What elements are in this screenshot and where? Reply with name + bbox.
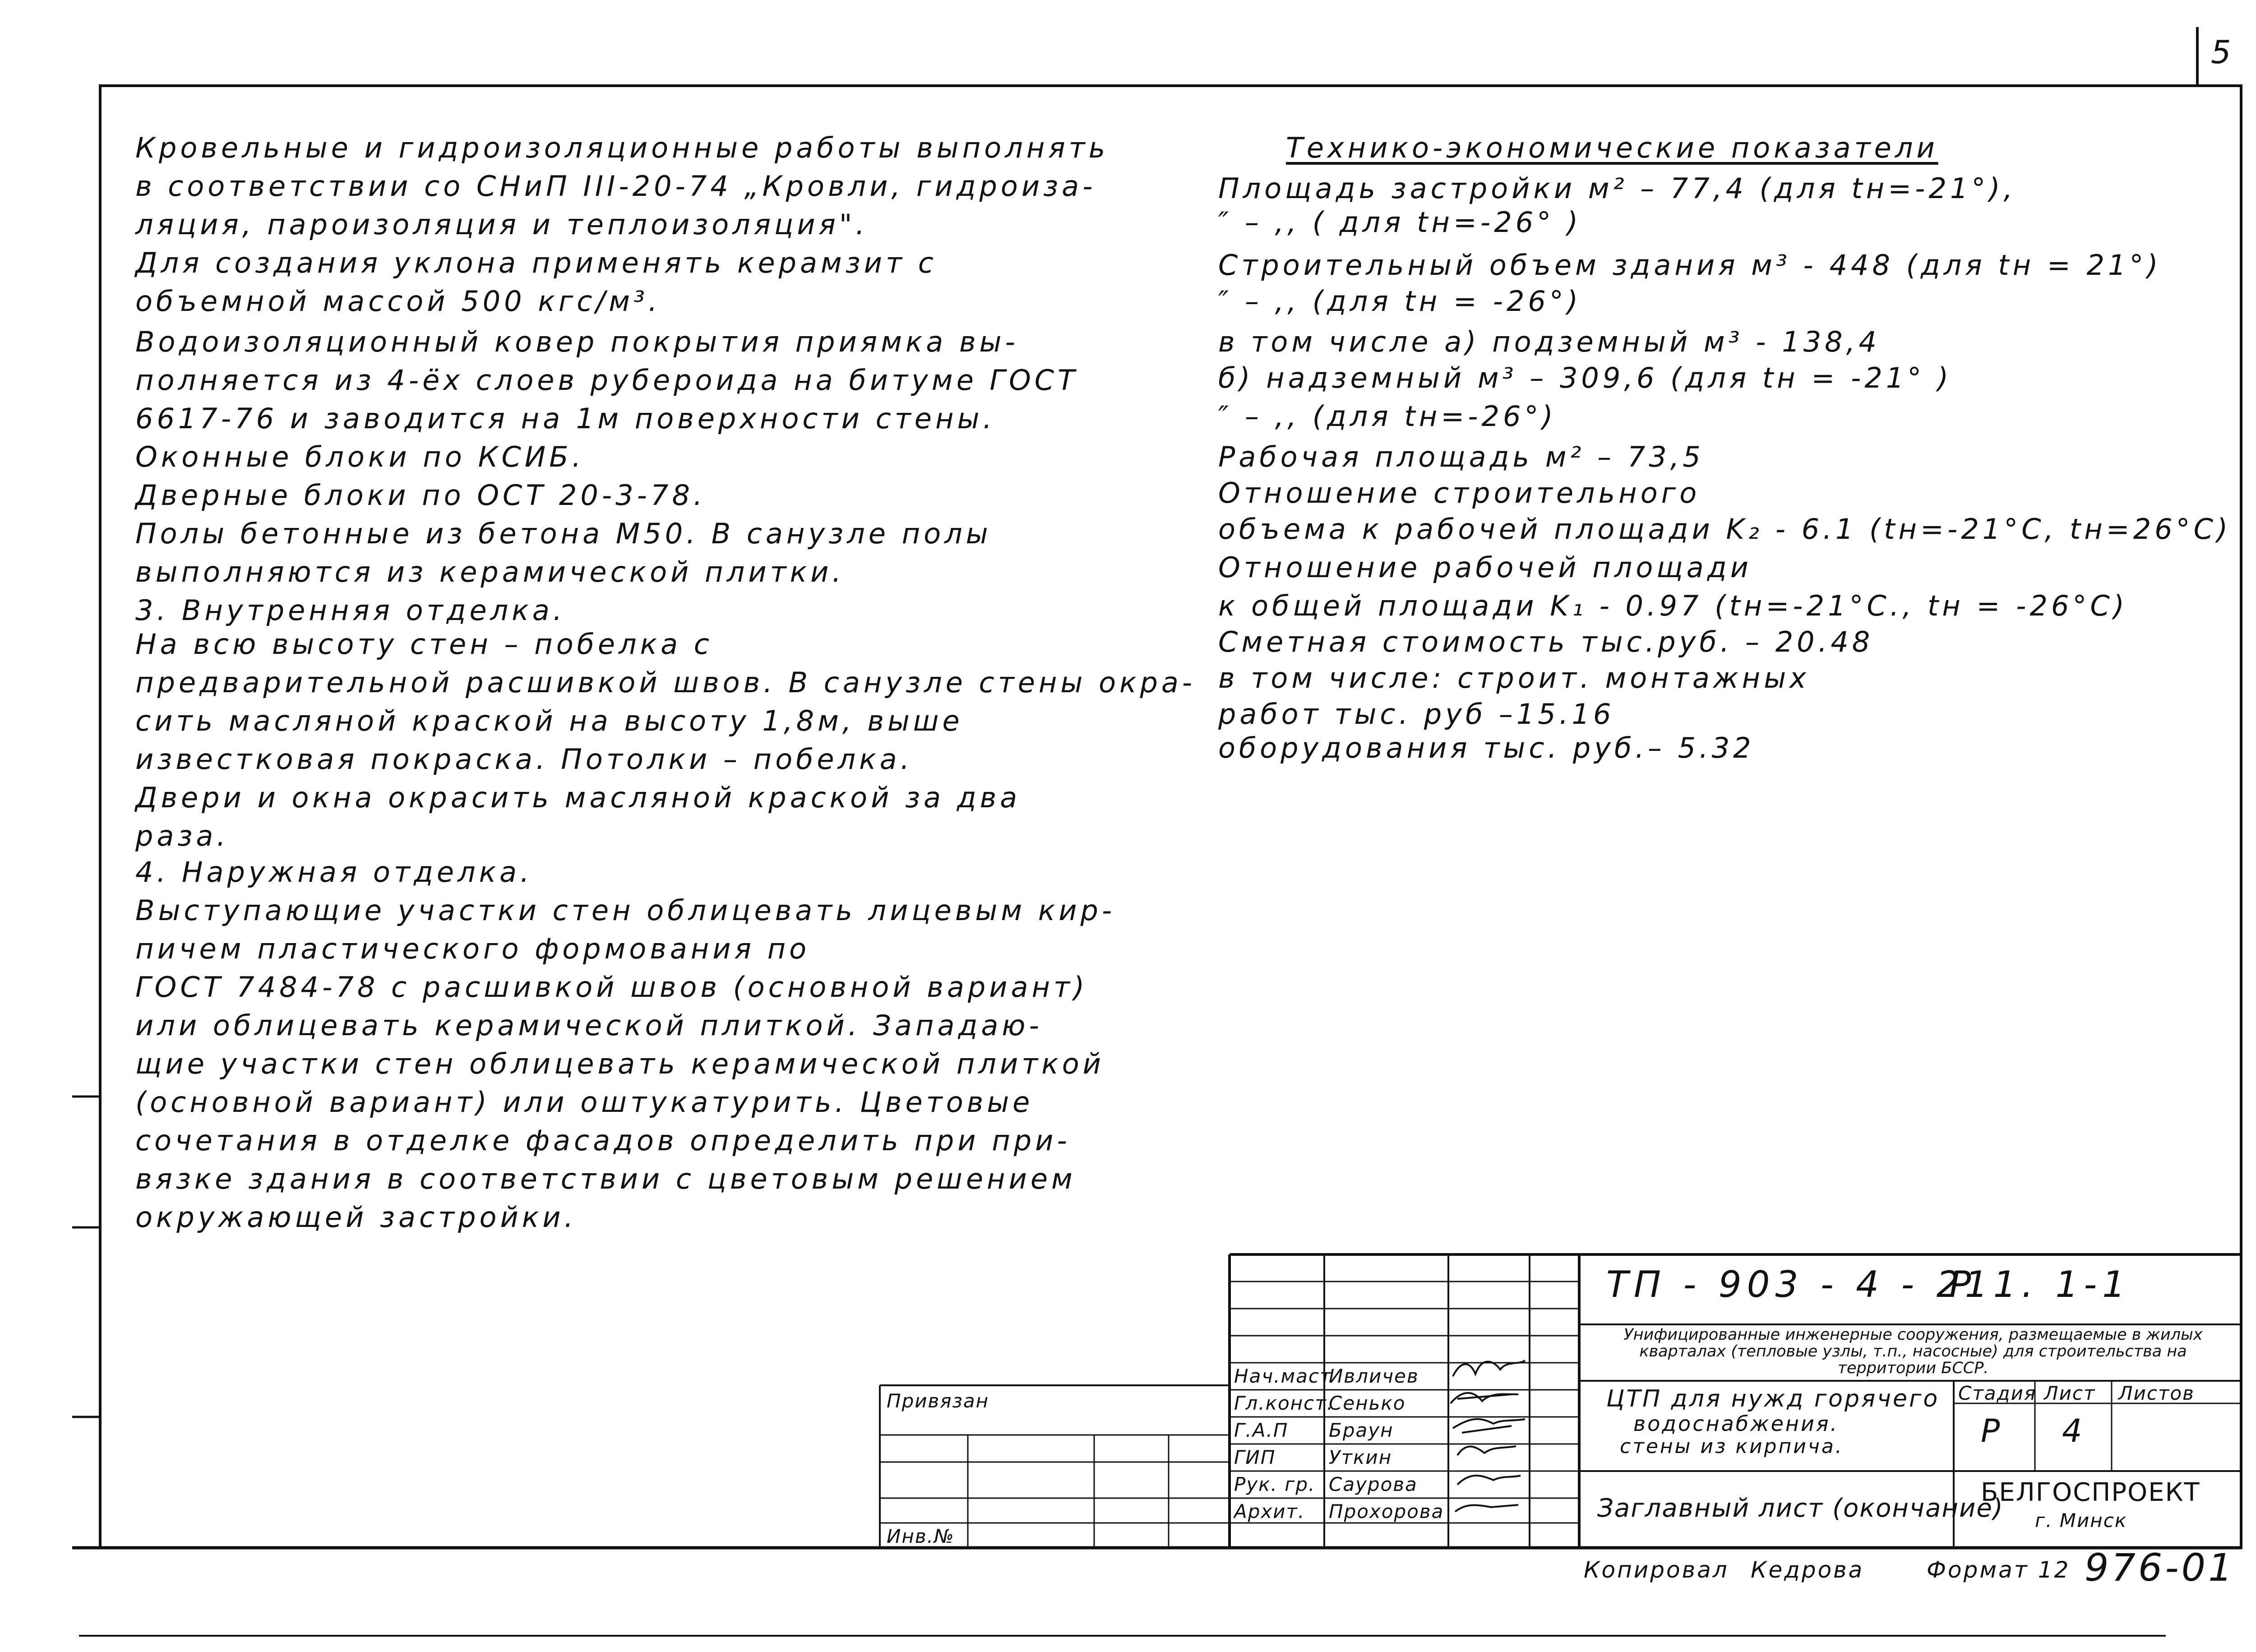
copied-by: Кедрова (1751, 1557, 1864, 1583)
person-name: Саурова (1329, 1473, 1418, 1495)
stage-value: Р (1981, 1412, 2006, 1449)
note-line: На всю высоту стен – побелка с (135, 628, 713, 661)
tep-line: Отношение строительного (1218, 477, 1701, 509)
sheet-value: 4 (2062, 1412, 2088, 1449)
drawing-number: 976-01 (2085, 1546, 2235, 1590)
tep-line: в том числе а) подземный м³ - 138,4 (1218, 325, 1880, 358)
note-line: объемной массой 500 кгс/м³. (135, 285, 661, 318)
tep-line: оборудования тыс. руб.– 5.32 (1218, 731, 1755, 764)
tep-line: Сметная стоимость тыс.руб. – 20.48 (1218, 625, 1874, 658)
stage-label: Стадия (1958, 1382, 2037, 1404)
note-line: предварительной расшивкой швов. В санузле стены окра- (135, 666, 1196, 699)
role-label: Нач.маст (1234, 1365, 1332, 1387)
note-line: щие участки стен облицевать керамической плиткой (135, 1047, 1105, 1080)
doc-code: ТП - 903 - 4 - 21 (1606, 1263, 1993, 1305)
note-line: вязке здания в соответствии с цветовым решением (135, 1162, 1076, 1195)
signature-5 (1457, 1476, 1521, 1485)
role-label: Г.А.П (1234, 1419, 1289, 1441)
tep-line: в том числе: строит. монтажных (1218, 662, 1810, 694)
signature-4 (1457, 1446, 1516, 1455)
page-number: 5 (2211, 34, 2231, 71)
note-line: окружающей застройки. (135, 1201, 577, 1234)
note-line: сить масляной краской на высоту 1,8м, выше (135, 704, 963, 737)
tep-line: работ тыс. руб –15.16 (1218, 698, 1615, 731)
note-line: Дверные блоки по ОСТ 20-3-78. (135, 479, 706, 512)
note-line: 3. Внутренняя отделка. (135, 594, 566, 627)
note-line: в соответствии со СНиП III-20-74 „Кровли, гидроиза- (135, 170, 1096, 203)
person-name: Уткин (1329, 1446, 1392, 1468)
note-line: или облицевать керамической плиткой. Западаю- (135, 1009, 1043, 1042)
note-line: Для создания уклона применять керамзит с (135, 246, 937, 279)
note-line: (основной вариант) или оштукатурить. Цветовые (135, 1086, 1034, 1119)
org-name: БЕЛГОСПРОЕКТ (1981, 1478, 2201, 1507)
note-line: Выступающие участки стен облицевать лицевым кир- (135, 894, 1116, 927)
person-name: Браун (1329, 1419, 1394, 1441)
note-line: Оконные блоки по КСИБ. (135, 440, 585, 473)
note-line: Полы бетонные из бетона М50. В санузле полы (135, 517, 992, 550)
sheet-label: Лист (2044, 1382, 2096, 1404)
tep-line: объема к рабочей площади K₂ - 6.1 (tн=-21°С, tн=26°С) (1218, 513, 2232, 546)
role-label: Архит. (1234, 1500, 1305, 1522)
note-line: сочетания в отделке фасадов определить при при- (135, 1124, 1071, 1157)
person-name: Прохорова (1329, 1500, 1444, 1522)
note-line: раза. (135, 819, 230, 852)
org-city: г. Минск (2035, 1509, 2127, 1532)
note-line: Водоизоляционный ковер покрытия приямка вы- (135, 325, 1019, 358)
note-line: полняется из 4-ёх слоев рубероида на битуме ГОСТ (135, 364, 1078, 397)
series-title: Унифицированные инженерные сооружения, размещаемые в жилых кварталах (тепловые узлы, т.п., насосные) для строительства на территории БССР. (1623, 1326, 2203, 1377)
sheet-title: Заглавный лист (окончание) (1597, 1494, 2004, 1523)
note-line: 4. Наружная отделка. (135, 856, 533, 888)
tep-title: Технико-экономические показатели (1286, 131, 1938, 164)
signature-6 (1455, 1505, 1518, 1512)
note-line: Двери и окна окрасить масляной краской за два (135, 781, 1021, 814)
note-line: ляция, пароизоляция и теплоизоляция". (135, 208, 869, 241)
inv-no-label: Инв.№ (887, 1525, 955, 1547)
object-line: ЦТП для нужд горячего (1606, 1385, 1940, 1412)
note-line: ГОСТ 7484-78 с расшивкой швов (основной вариант) (135, 971, 1088, 1004)
object-line: стены из кирпича. (1620, 1435, 1844, 1458)
signature-3 (1453, 1419, 1525, 1433)
format-label: Формат 12 (1927, 1557, 2071, 1583)
tep-line: к общей площади K₁ - 0.97 (tн=-21°С., tн = -26°С) (1218, 589, 2128, 622)
role-label: Рук. гр. (1234, 1473, 1316, 1495)
role-label: ГИП (1234, 1446, 1276, 1468)
person-name: Сенько (1329, 1392, 1406, 1414)
tep-line: б) надземный м³ – 309,6 (для tн = -21° ) (1218, 361, 1952, 394)
note-line: Кровельные и гидроизоляционные работы выполнять (135, 131, 1109, 164)
note-line: выполняются из керамической плитки. (135, 555, 845, 588)
tep-line: ″ – ,, ( для tн=-26° ) (1218, 206, 1582, 239)
signature-2 (1451, 1393, 1518, 1403)
role-label: Гл.конст. (1234, 1392, 1334, 1414)
tep-line: Строительный объем здания м³ - 448 (для tн = 21°) (1218, 249, 2162, 282)
privyazan-label: Привязан (887, 1390, 989, 1412)
note-line: пичем пластического формования по (135, 932, 810, 965)
tep-line: ″ – ,, (для tн = -26°) (1218, 285, 1582, 318)
sheets-label: Листов (2118, 1382, 2195, 1404)
note-line: 6617-76 и заводится на 1м поверхности стены. (135, 402, 996, 435)
album-code: Р 1. 1-1 (1949, 1263, 2131, 1305)
copied-label: Копировал (1584, 1557, 1729, 1583)
tep-line: ″ – ,, (для tн=-26°) (1218, 400, 1557, 433)
object-line: водоснабжения. (1633, 1411, 1839, 1436)
person-name: Ивличев (1329, 1365, 1419, 1387)
tep-line: Площадь застройки м² – 77,4 (для tн=-21°), (1218, 172, 2016, 205)
tep-line: Отношение рабочей площади (1218, 551, 1752, 584)
tep-line: Рабочая площадь м² – 73,5 (1218, 440, 1704, 473)
note-line: известковая покраска. Потолки – побелка. (135, 743, 913, 776)
